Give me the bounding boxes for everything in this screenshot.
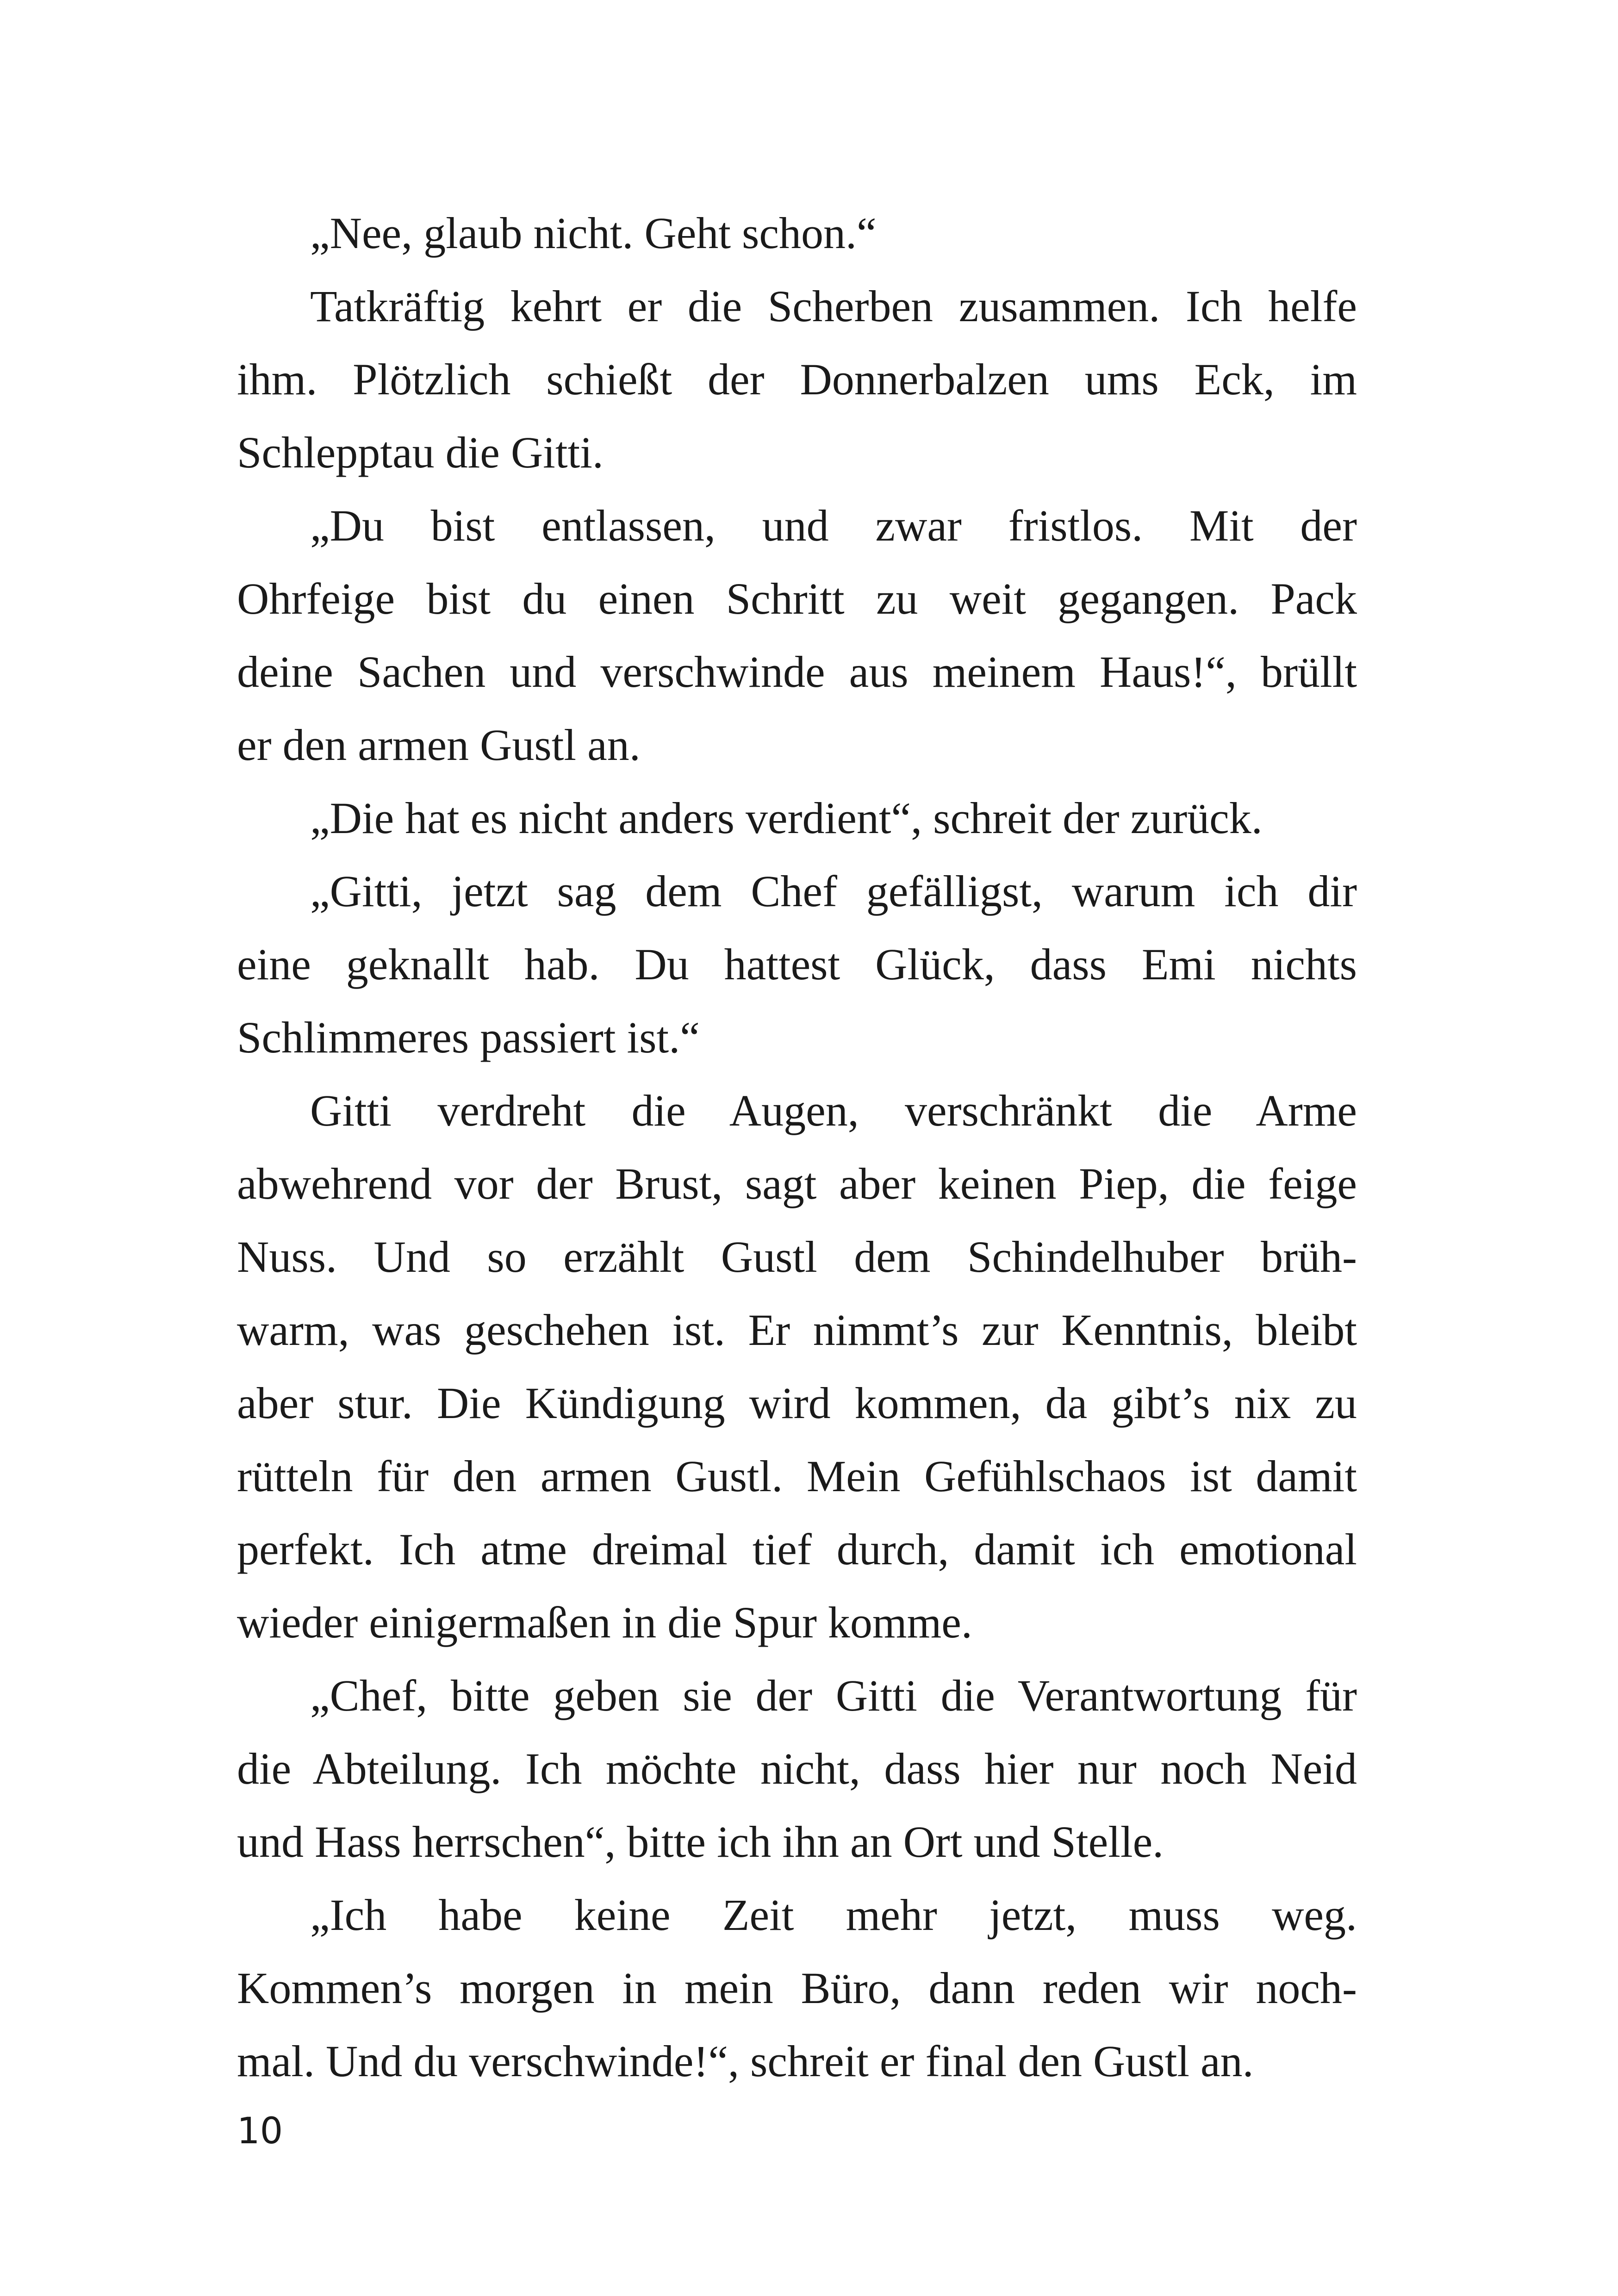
text-line: „Gitti, jetzt sag dem Chef gefälligst, warum ich dir — [310, 866, 1357, 916]
text-line: Tatkräftig kehrt er die Scherben zusammen. Ich helfe — [310, 281, 1357, 331]
body-text — [237, 197, 1357, 2098]
text-line: „Nee, glaub nicht. Geht schon.“ — [310, 208, 877, 258]
text-line: deine Sachen und verschwinde aus meinem Haus!“, brüllt — [237, 647, 1357, 697]
text-line: „Chef, bitte geben sie der Gitti die Verantwortung für — [310, 1671, 1357, 1720]
text-line: ihm. Plötzlich schießt der Donnerbalzen ums Eck, im — [237, 355, 1357, 404]
text-line: „Die hat es nicht anders verdient“, schreit der zurück. — [310, 793, 1263, 843]
text-line: „Ich habe keine Zeit mehr jetzt, muss weg. — [310, 1890, 1357, 1940]
text-line: Gitti verdreht die Augen, verschränkt die Arme — [310, 1086, 1357, 1135]
text-line: die Abteilung. Ich möchte nicht, dass hier nur noch Neid — [237, 1744, 1357, 1793]
text-line: Schlimmeres passiert ist.“ — [237, 1013, 700, 1062]
text-line: mal. Und du verschwinde!“, schreit er final den Gustl an. — [237, 2036, 1254, 2086]
text-line: aber stur. Die Kündigung wird kommen, da gibt’s nix zu — [237, 1378, 1357, 1428]
text-line: „Du bist entlassen, und zwar fristlos. Mit der — [310, 501, 1357, 550]
text-line: warm, was geschehen ist. Er nimmt’s zur Kenntnis, bleibt — [237, 1305, 1357, 1355]
text-line: perfekt. Ich atme dreimal tief durch, damit ich emotional — [237, 1524, 1357, 1574]
text-line: Kommen’s morgen in mein Büro, dann reden wir noch- — [237, 1963, 1357, 2013]
text-line: Schlepptau die Gitti. — [237, 428, 604, 477]
text-line: Ohrfeige bist du einen Schritt zu weit gegangen. Pack — [237, 574, 1357, 623]
text-line: und Hass herrschen“, bitte ich ihn an Ort und Stelle. — [237, 1817, 1164, 1867]
page-number: 10 — [237, 2110, 283, 2152]
text-line: Nuss. Und so erzählt Gustl dem Schindelhuber brüh- — [237, 1232, 1357, 1282]
text-line: rütteln für den armen Gustl. Mein Gefühlschaos ist damit — [237, 1451, 1357, 1501]
text-line: abwehrend vor der Brust, sagt aber keinen Piep, die feige — [237, 1159, 1357, 1208]
text-line: er den armen Gustl an. — [237, 720, 641, 770]
text-line: eine geknallt hab. Du hattest Glück, dass Emi nichts — [237, 940, 1357, 989]
text-line: wieder einigermaßen in die Spur komme. — [237, 1598, 972, 1647]
